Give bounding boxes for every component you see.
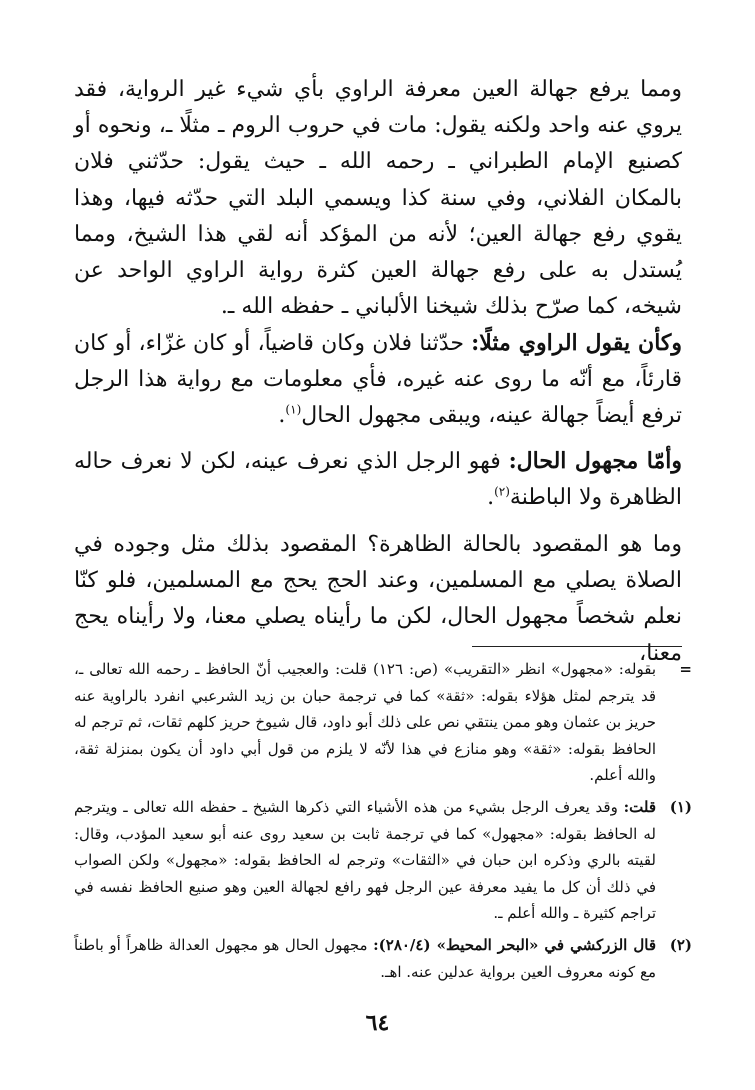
footnote-2-text: مجهول الحال هو مجهول العدالة ظاهراً أو باطناً مع كونه معروف العين برواية عدلين عنه. اهـ. (74, 935, 656, 981)
footnote-continued-text: بقوله: «مجهول» انظر «التقريب» (ص: ١٢٦) قلت: والعجيب أنّ الحافظ ـ رحمه الله تعالى ـ، قد يترجم لمثل هؤلاء بقوله: «ثقة» كما في ترجمة حبان بن زيد الشرعبي انفرد بالراوية عنه حريز بن عثمان وهو ممن ينتقي نص على ذلك أبو داود، قال شيوخ حريز كلهم ثقات، ثم ترجم له الحافظ بقوله: «ثقة» وهو منازع في هذا لأنّه لا يلزم من قول أبي داود أن يكون بمنزلة ثقة، والله أعلم. (73, 660, 656, 785)
paragraph-3-text: فهو الرجل الذي نعرف عينه، لكن لا نعرف حاله الظاهرة ولا الباطنة (74, 449, 682, 511)
paragraph-3-lead: وأمّا مجهول الحال: (508, 448, 683, 474)
paragraph-2-text: حدّثنا فلان وكان قاضياً، أو كان غزّاء، أو كان قارئاً، مع أنّه ما روى عنه غيره، فأي معلومات مع رواية هذا الرجل ترفع أيضاً جهالة عينه، ويبقى مجهول الحال (74, 331, 682, 429)
paragraph-1-text: ومما يرفع جهالة العين معرفة الراوي بأي شيء غير الرواية، فقد يروي عنه واحد ولكنه يقول: مات في حروب الروم ـ مثلًا ـ، ونحوه أو كصنيع الإمام الطبراني ـ رحمه الله ـ حيث يقول: حدّثني فلان بالمكان الفلاني، وفي سنة كذا ويسمي البلد التي حدّثه فيها، وهذا يقوي رفع جهالة العين؛ لأنه من المؤكد أنه لقي هذا الشيخ، ومما يُستدل به على رفع جهالة العين كثرة رواية الراوي الواحد عن شيخه، كما صرّح بذلك شيخنا الألباني ـ حفظه الله ـ. (74, 77, 682, 320)
footnote-ref-1[interactable]: (١) (285, 403, 302, 418)
paragraph-2-lead: وكأن يقول الراوي مثلًا: (471, 330, 682, 356)
footnote-2 (74, 932, 692, 985)
footnote-marker-2: (٢) (669, 935, 692, 954)
paragraph-1 (74, 72, 682, 325)
footnote-1-lead: قلت: (623, 797, 656, 816)
footnote-separator (472, 646, 682, 647)
footnotes (73, 656, 692, 990)
paragraph-3 (74, 443, 682, 516)
footnote-marker-1: (١) (669, 797, 692, 816)
footnote-marker-continued: = (679, 660, 692, 678)
footnote-1-text: وقد يعرف الرجل بشيء من هذه الأشياء التي ذكرها الشيخ ـ حفظه الله تعالى ـ ويترجم له الحافظ بقوله: «مجهول» كما في ترجمة ثابت بن سعيد روى عنه أبو سعيد المؤدب، وقال: لقيته بالري وذكره ابن حبان في «الثقات» وترجم له الحافظ بقوله: «مجهول» ولكن الصواب في ذلك أن كل ما يفيد معرفة عين الرجل فهو رافع لجهالة العين وهو صنيع الحافظ نفسه في تراجم كثيرة ـ والله أعلم ـ. (74, 797, 656, 923)
paragraph-2-end: . (278, 403, 286, 429)
footnote-2-lead: قال الزركشي في «البحر المحيط» (٢٨٠/٤): (373, 935, 656, 954)
footnote-1 (74, 794, 692, 927)
page-number: ٦٤ (365, 1010, 390, 1036)
footnote-ref-2[interactable]: (٢) (494, 484, 510, 499)
footnote-continued (73, 656, 692, 789)
paragraph-4 (74, 527, 682, 672)
paragraph-2 (74, 325, 682, 435)
paragraph-4-text: وما هو المقصود بالحالة الظاهرة؟ المقصود بذلك مثل وجوده في الصلاة يصلي مع المسلمين، وعند الحج يحج مع المسلمين، فلو كنّا نعلم شخصاً مجهول الحال، لكن ما رأيناه يصلي معنا، ولا رأيناه يحج معنا، (74, 532, 682, 666)
paragraph-3-end: . (487, 485, 495, 511)
